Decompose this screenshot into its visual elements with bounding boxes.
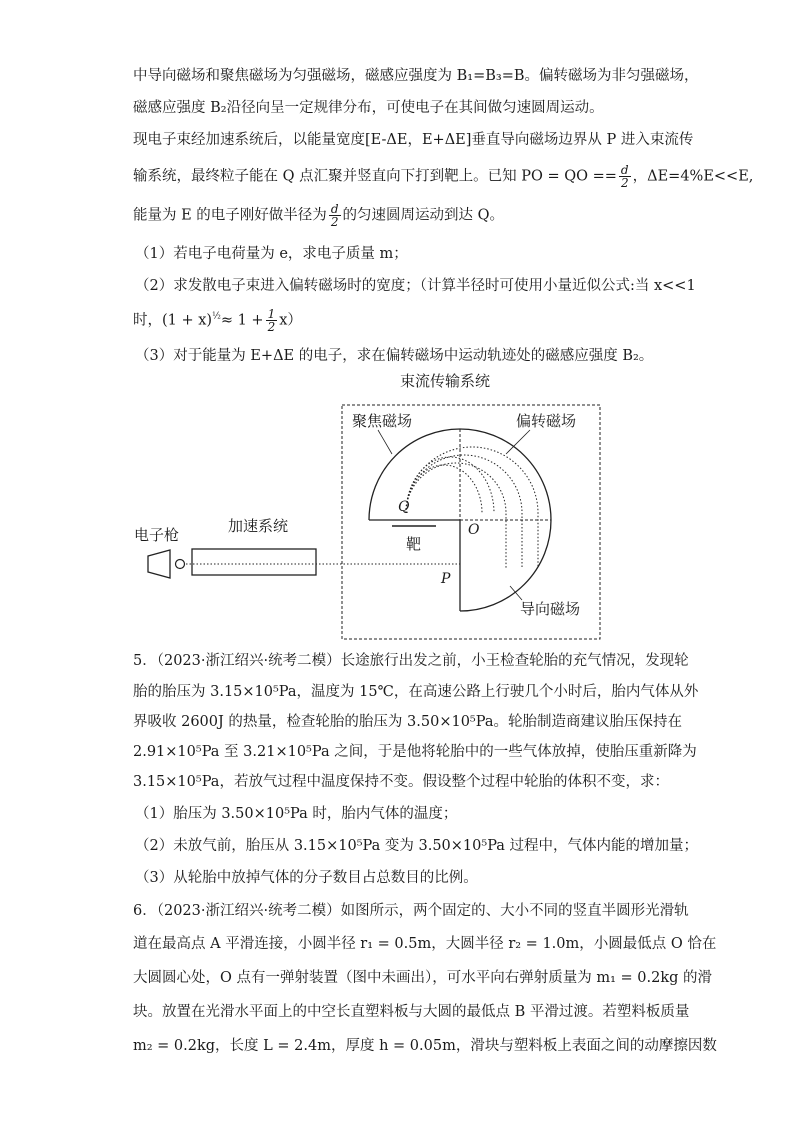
beam-transport-diagram xyxy=(130,368,610,646)
q5-line-5: 3.15×10⁵Pa，若放气过程中温度保持不变。假设整个过程中轮胎的体积不变，求： xyxy=(133,774,669,790)
approx-formula-mid: ≈ 1 + xyxy=(220,312,264,329)
label-point-P: P xyxy=(441,571,451,587)
q4-line-3: 现电子束经加速系统后，以能量宽度[E-ΔE，E+ΔE]垂直导向磁场边界从 P 进入束流传 xyxy=(133,132,694,148)
accel-system-box xyxy=(192,549,316,575)
q4-line-5-b: 的匀速圆周运动到达 Q。 xyxy=(342,207,504,224)
q4-line-5 xyxy=(133,203,504,228)
fraction-denominator: 2 xyxy=(267,320,276,334)
label-focus-field: 聚焦磁场 xyxy=(352,412,413,430)
q5-line-1: 5．（2023·浙江绍兴·统考二模）长途旅行出发之前，小王检查轮胎的充气情况，发现轮 xyxy=(133,653,689,669)
q6-line-4: 块。放置在光滑水平面上的中空长直塑料板与大圆的最低点 B 平滑过渡。若塑料板质量 xyxy=(133,1004,690,1020)
label-deflect-field: 偏转磁场 xyxy=(516,412,577,430)
approx-formula-prefix: 时，(1 + x) xyxy=(133,312,213,329)
fraction-numerator: d xyxy=(620,163,629,177)
fraction-denominator: 2 xyxy=(330,215,339,229)
q4-line-4 xyxy=(133,164,753,189)
electron-source xyxy=(176,560,185,569)
label-electron-gun: 电子枪 xyxy=(134,526,180,544)
label-target: 靶 xyxy=(406,535,422,553)
q4-subquestion-2a: （2）求发散电子束进入偏转磁场时的宽度；（计算半径时可使用小量近似公式:当 x<<1 xyxy=(135,278,696,294)
approx-formula-exponent: ½ xyxy=(212,311,221,322)
fraction-numerator: d xyxy=(330,202,339,216)
figure-title: 束流传输系统 xyxy=(400,372,491,390)
electron-gun-body xyxy=(148,550,170,578)
q4-subquestion-3: （3）对于能量为 E+ΔE 的电子，求在偏转磁场中运动轨迹处的磁感应强度 B₂。 xyxy=(135,348,654,364)
q6-line-3: 大圆圆心处，O 点有一弹射装置（图中未画出），可水平向右弹射质量为 m₁ = 0.2kg 的滑 xyxy=(133,970,713,986)
label-accel-system: 加速系统 xyxy=(228,517,289,535)
q5-line-3: 界吸收 2600J 的热量，检查轮胎的胎压为 3.50×10⁵Pa。轮胎制造商建议胎压保持在 xyxy=(133,714,682,730)
q4-subquestion-1: （1）若电子电荷量为 e，求电子质量 m； xyxy=(135,246,408,262)
trajectory-5 xyxy=(406,465,482,513)
approx-formula-suffix: x） xyxy=(279,312,302,329)
q4-line-5-a: 能量为 E 的电子刚好做半径为 xyxy=(133,207,327,224)
label-point-Q: Q xyxy=(398,499,410,515)
q5-subquestion-2: （2）未放气前，胎压从 3.15×10⁵Pa 变为 3.50×10⁵Pa 过程中，气体内能的增加量； xyxy=(135,838,699,854)
label-guide-field: 导向磁场 xyxy=(520,600,581,618)
q5-subquestion-1: （1）胎压为 3.50×10⁵Pa 时，胎内气体的温度； xyxy=(135,806,458,822)
q6-line-1: 6．（2023·浙江绍兴·统考二模）如图所示，两个固定的、大小不同的竖直半圆形光滑轨 xyxy=(133,903,689,919)
q4-line-4-a: 输系统，最终粒子能在 Q 点汇聚并竖直向下打到靶上。已知 PO = QO == xyxy=(133,168,617,185)
fraction-1-over-2 xyxy=(266,308,278,333)
fraction-d-over-2 xyxy=(619,164,631,189)
focus-field-arc xyxy=(369,429,460,520)
q5-line-2: 胎的胎压为 3.15×10⁵Pa，温度为 15℃，在高速公路上行驶几个小时后，胎内气体从外 xyxy=(133,684,699,700)
fraction-d-over-2-b xyxy=(329,203,341,228)
q4-line-1: 中导向磁场和聚焦磁场为匀强磁场，磁感应强度为 B₁=B₃=B。偏转磁场为非匀强磁场， xyxy=(133,68,699,84)
focus-label-leader xyxy=(378,430,392,454)
q6-line-5: m₂ = 0.2kg，长度 L = 2.4m，厚度 h = 0.05m，滑块与塑料板上表面之间的动摩擦因数 xyxy=(133,1038,717,1054)
q5-subquestion-3: （3）从轮胎中放掉气体的分子数目占总数目的比例。 xyxy=(135,870,478,886)
q6-line-2: 道在最高点 A 平滑连接，小圆半径 r₁ = 0.5m，大圆半径 r₂ = 1.0m，小圆最低点 O 恰在 xyxy=(133,936,717,952)
label-point-O: O xyxy=(468,522,480,538)
q4-line-2: 磁感应强度 B₂沿径向呈一定规律分布，可使电子在其间做匀速圆周运动。 xyxy=(133,100,604,116)
fraction-denominator: 2 xyxy=(620,176,629,190)
trajectory-2 xyxy=(406,455,522,568)
q4-subquestion-2b xyxy=(133,308,302,333)
fraction-numerator: 1 xyxy=(267,307,276,321)
q5-line-4: 2.91×10⁵Pa 至 3.21×10⁵Pa 之间，于是他将轮胎中的一些气体放掉，使胎压重新降为 xyxy=(133,744,697,760)
q4-line-4-b: ，ΔE=4%E<<E, xyxy=(632,168,754,185)
